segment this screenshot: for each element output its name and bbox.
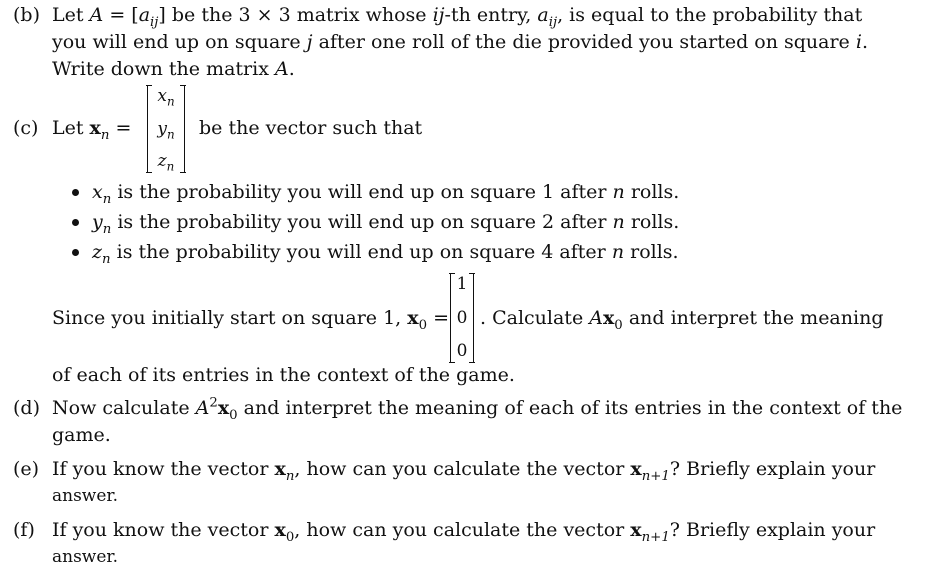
part-d-line-1: Now calculate $A^2x_0$ and interpret the meaning of each of its entries in the context of the bbox=[52, 395, 903, 423]
x0-vector bbox=[450, 274, 474, 362]
x0-vector-entry: 1 bbox=[456, 274, 468, 294]
x0-vector-entry: 0 bbox=[456, 341, 468, 361]
xn-vector-entry-x: $x_n$ bbox=[157, 86, 175, 109]
part-b-line-1: Let $A = [a_{ij}]$ be the 3 × 3 matrix whose ij-th entry, $a_{ij}$, is equal to the probability that bbox=[52, 4, 863, 30]
part-b-line-2: you will end up on square j after one roll of the die provided you started on square i. bbox=[52, 31, 868, 53]
part-e-line-2: answer. bbox=[52, 486, 119, 506]
bullet-icon bbox=[72, 189, 79, 196]
since-line-2: of each of its entries in the context of the game. bbox=[52, 364, 515, 386]
x0-vector-entry: 0 bbox=[456, 307, 468, 328]
xn-vector-entry-z: $z_n$ bbox=[157, 151, 175, 174]
since-line-end: . Calculate $Ax_0$ and interpret the meaning bbox=[480, 307, 884, 333]
bullet-icon bbox=[72, 249, 79, 256]
part-d-label: (d) bbox=[13, 397, 40, 419]
part-f-line-1: If you know the vector $x_0$, how can you calculate the vector $x_{n+1}$? Briefly explain your bbox=[52, 519, 876, 545]
part-f-label: (f) bbox=[13, 519, 35, 541]
xn-vector bbox=[147, 86, 185, 172]
part-b-label: (b) bbox=[13, 4, 40, 26]
part-c-let: Let $x_n$ = bbox=[52, 117, 132, 143]
part-c-tail: be the vector such that bbox=[199, 117, 423, 139]
part-c-label: (c) bbox=[13, 117, 39, 139]
part-d-line-2: game. bbox=[52, 424, 111, 446]
part-b-line-3: Write down the matrix A. bbox=[52, 58, 295, 80]
part-e-line-1: If you know the vector $x_n$, how can you calculate the vector $x_{n+1}$? Briefly explain your bbox=[52, 458, 876, 484]
xn-vector-entry-y: $y_n$ bbox=[157, 118, 175, 141]
part-e-label: (e) bbox=[13, 458, 40, 480]
bullet-icon bbox=[72, 219, 79, 226]
since-line-start: Since you initially start on square 1, $x_0$ = bbox=[52, 307, 450, 333]
part-f-line-2: answer. bbox=[52, 547, 119, 567]
